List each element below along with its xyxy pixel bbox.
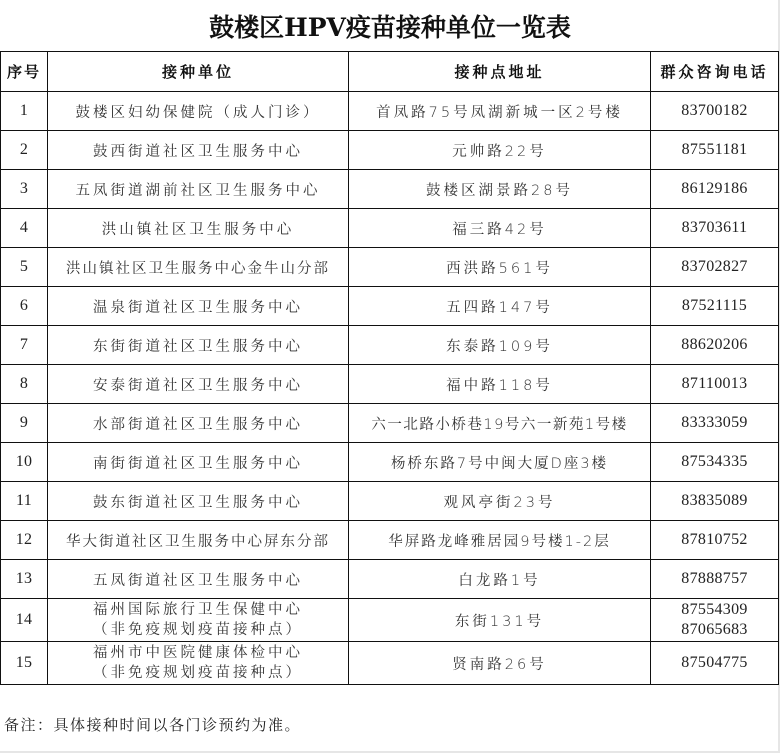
cell-unit: 东街街道社区卫生服务中心 (48, 326, 349, 365)
unit-name: 福州国际旅行卫生保健中心 (93, 602, 303, 618)
cell-address: 首凤路75号凤湖新城一区2号楼 (349, 92, 651, 131)
cell-no: 4 (1, 209, 48, 248)
table-row (1, 209, 779, 248)
table-row (1, 642, 779, 685)
cell-no: 7 (1, 326, 48, 365)
vaccination-sites-table (0, 51, 779, 685)
unit-subnote: （非免疫规划疫苗接种点） (93, 622, 303, 638)
cell-unit: 鼓东街道社区卫生服务中心 (48, 482, 349, 521)
cell-address: 福三路42号 (349, 209, 651, 248)
cell-address: 西洪路561号 (349, 248, 651, 287)
cell-no: 5 (1, 248, 48, 287)
cell-address: 观风亭街23号 (349, 482, 651, 521)
footnote: 备注：具体接种时间以各门诊预约为准。 (4, 716, 302, 734)
cell-no: 14 (1, 599, 48, 642)
cell-phone: 83700182 (651, 92, 779, 131)
cell-address: 杨桥东路7号中闽大厦D座3楼 (349, 443, 651, 482)
header-serial-number: 序号 (1, 52, 48, 92)
cell-unit (48, 599, 349, 642)
header-vaccination-unit: 接种单位 (48, 52, 349, 92)
unit-subnote: （非免疫规划疫苗接种点） (93, 665, 303, 681)
cell-phone: 87551181 (651, 131, 779, 170)
table-header-row (1, 52, 779, 92)
header-phone: 群众咨询电话 (651, 52, 779, 92)
cell-unit: 洪山镇社区卫生服务中心 (48, 209, 349, 248)
cell-address: 华屏路龙峰雅居园9号楼1-2层 (349, 521, 651, 560)
cell-address: 元帅路22号 (349, 131, 651, 170)
cell-unit: 温泉街道社区卫生服务中心 (48, 287, 349, 326)
cell-phone: 83702827 (651, 248, 779, 287)
cell-no: 15 (1, 642, 48, 685)
table-row (1, 482, 779, 521)
cell-address: 白龙路1号 (349, 560, 651, 599)
cell-phone: 83835089 (651, 482, 779, 521)
header-address: 接种点地址 (349, 52, 651, 92)
cell-address: 五四路147号 (349, 287, 651, 326)
cell-address: 鼓楼区湖景路28号 (349, 170, 651, 209)
cell-phone: 87110013 (651, 365, 779, 404)
cell-unit: 五凤街道社区卫生服务中心 (48, 560, 349, 599)
table-row (1, 248, 779, 287)
table-row (1, 287, 779, 326)
table-row (1, 443, 779, 482)
cell-unit: 华大街道社区卫生服务中心屏东分部 (48, 521, 349, 560)
cell-no: 1 (1, 92, 48, 131)
cell-unit: 鼓西街道社区卫生服务中心 (48, 131, 349, 170)
table-row (1, 131, 779, 170)
cell-unit: 南街街道社区卫生服务中心 (48, 443, 349, 482)
cell-address: 贤南路26号 (349, 642, 651, 685)
cell-no: 2 (1, 131, 48, 170)
cell-no: 11 (1, 482, 48, 521)
cell-phone: 88620206 (651, 326, 779, 365)
table-row (1, 521, 779, 560)
cell-unit: 安泰街道社区卫生服务中心 (48, 365, 349, 404)
cell-no: 12 (1, 521, 48, 560)
cell-phone: 87504775 (651, 642, 779, 685)
table-row (1, 560, 779, 599)
document-title: 鼓楼区HPV疫苗接种单位一览表 (209, 12, 571, 42)
phone-primary: 87554309 (681, 601, 748, 618)
cell-unit: 水部街道社区卫生服务中心 (48, 404, 349, 443)
cell-no: 9 (1, 404, 48, 443)
cell-phone: 86129186 (651, 170, 779, 209)
cell-phone: 87534335 (651, 443, 779, 482)
cell-no: 3 (1, 170, 48, 209)
cell-phone: 83333059 (651, 404, 779, 443)
cell-address: 东街131号 (349, 599, 651, 642)
cell-unit: 鼓楼区妇幼保健院（成人门诊） (48, 92, 349, 131)
phone-secondary: 87065683 (681, 621, 748, 638)
cell-phone (651, 599, 779, 642)
cell-phone: 83703611 (651, 209, 779, 248)
cell-unit (48, 642, 349, 685)
table-row (1, 404, 779, 443)
cell-no: 10 (1, 443, 48, 482)
table-row (1, 92, 779, 131)
cell-address: 福中路118号 (349, 365, 651, 404)
cell-address: 东泰路109号 (349, 326, 651, 365)
cell-address: 六一北路小桥巷19号六一新苑1号楼 (349, 404, 651, 443)
cell-phone: 87810752 (651, 521, 779, 560)
unit-name: 福州市中医院健康体检中心 (93, 645, 303, 661)
cell-phone: 87888757 (651, 560, 779, 599)
cell-unit: 五凤街道湖前社区卫生服务中心 (48, 170, 349, 209)
table-row (1, 599, 779, 642)
table-row (1, 365, 779, 404)
cell-unit: 洪山镇社区卫生服务中心金牛山分部 (48, 248, 349, 287)
cell-phone: 87521115 (651, 287, 779, 326)
cell-no: 6 (1, 287, 48, 326)
cell-no: 8 (1, 365, 48, 404)
table-row (1, 170, 779, 209)
table-row (1, 326, 779, 365)
cell-no: 13 (1, 560, 48, 599)
